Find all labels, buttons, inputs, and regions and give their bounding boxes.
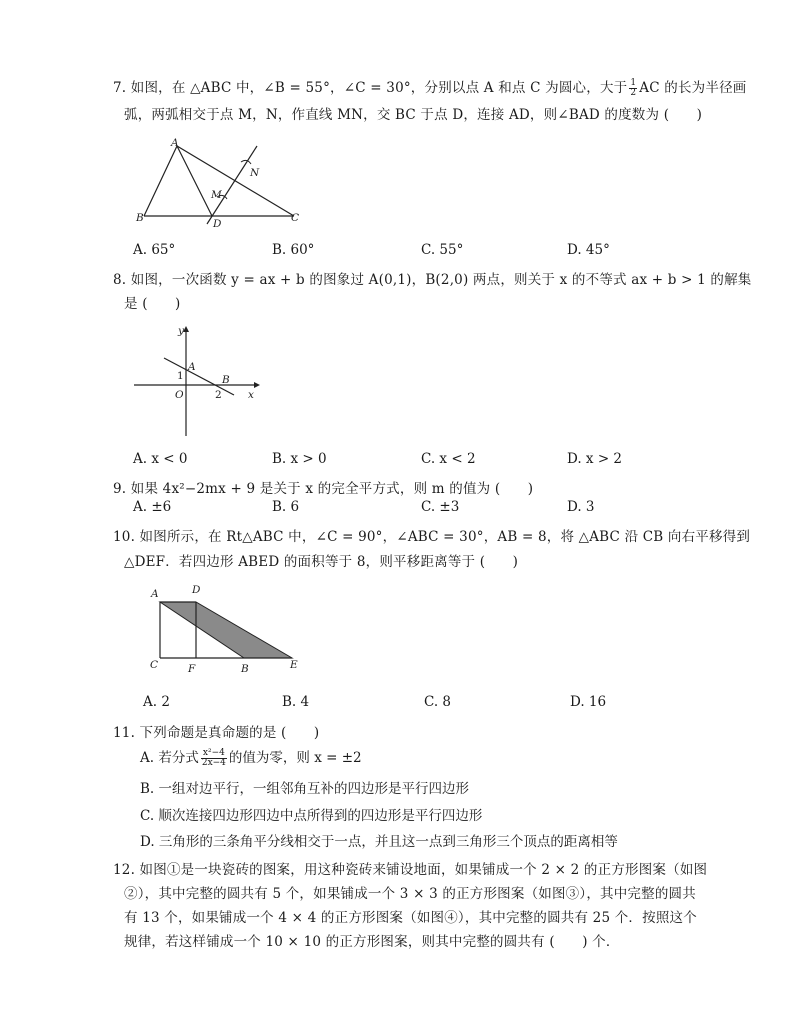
q8-label-B: B <box>222 374 230 386</box>
q7-label-D: D <box>213 218 222 230</box>
q12-stem-line2: ②），其中完整的圆共有 5 个，如果铺成一个 3 × 3 的正方形图案（如图③），其中完整的圆共 <box>124 886 696 902</box>
q11-option-a[interactable] <box>140 746 362 768</box>
q7-fraction-numerator: 1 <box>630 78 637 88</box>
q7-option-b[interactable]: B. 60° <box>272 242 315 258</box>
q11-option-c[interactable]: C. 顺次连接四边形四边中点所得到的四边形是平行四边形 <box>140 808 483 824</box>
q9-option-b[interactable]: B. 6 <box>272 499 300 515</box>
q9-stem: 9. 如果 4x²−2mx + 9 是关于 x 的完全平方式，则 m 的值为 ( ) <box>113 481 534 497</box>
q8-option-c[interactable]: C. x < 2 <box>421 451 476 467</box>
q7-stem-part-a: 7. 如图，在 △ABC 中，∠B = 55°，∠C = 30°，分别以点 A 和点 C 为圆心，大于 <box>113 80 628 96</box>
q7-label-N: N <box>250 167 260 179</box>
q7-stem-line2: 弧，两弧相交于点 M，N，作直线 MN，交 BC 于点 D，连接 AD，则∠BAD 的度数为 ( ) <box>124 107 703 123</box>
q7-label-B: B <box>136 212 144 224</box>
q11-fraction-denominator: 2x−4 <box>201 758 226 768</box>
q10-stem-line2: △DEF．若四边形 ABED 的面积等于 8，则平移距离等于 ( ) <box>124 554 519 570</box>
q11-option-a-prefix: A. 若分式 <box>140 750 199 766</box>
q9-option-d[interactable]: D. 3 <box>567 499 595 515</box>
q8-figure <box>130 322 270 440</box>
q7-option-c[interactable]: C. 55° <box>421 242 464 258</box>
q7-stem-line1 <box>113 76 746 98</box>
q10-label-E: E <box>290 659 298 671</box>
q10-option-d[interactable]: D. 16 <box>570 694 607 710</box>
q8-label-A: A <box>188 361 196 373</box>
q11-option-b[interactable]: B. 一组对边平行，一组邻角互补的四边形是平行四边形 <box>140 781 470 797</box>
q10-label-B: B <box>241 663 249 675</box>
q10-label-D: D <box>192 584 201 596</box>
q8-option-a[interactable]: A. x < 0 <box>133 451 188 467</box>
q8-label-y: y <box>178 325 184 337</box>
q8-stem-line1: 8. 如图，一次函数 y = ax + b 的图象过 A(0,1)，B(2,0) 两点，则关于 x 的不等式 ax + b > 1 的解集 <box>113 272 752 288</box>
q10-option-b[interactable]: B. 4 <box>282 694 310 710</box>
q10-option-a[interactable]: A. 2 <box>143 694 170 710</box>
q10-label-F: F <box>188 663 196 675</box>
q7-stem-part-b: AC 的长为半径画 <box>639 80 747 96</box>
q9-option-c[interactable]: C. ±3 <box>421 499 460 515</box>
q7-option-d[interactable]: D. 45° <box>567 242 610 258</box>
q8-option-d[interactable]: D. x > 2 <box>567 451 623 467</box>
q7-label-A: A <box>171 137 179 149</box>
q7-fraction-denominator: 2 <box>630 88 637 98</box>
q10-stem-line1: 10. 如图所示，在 Rt△ABC 中，∠C = 90°，∠ABC = 30°，AB = 8，将 △ABC 沿 CB 向右平移得到 <box>113 529 751 545</box>
q10-figure <box>140 580 315 678</box>
q10-label-A: A <box>151 588 159 600</box>
q11-option-d[interactable]: D. 三角形的三条角平分线相交于一点，并且这一点到三角形三个顶点的距离相等 <box>140 834 618 850</box>
q7-option-a[interactable]: A. 65° <box>133 242 176 258</box>
q8-stem-line2: 是 ( ) <box>124 296 181 312</box>
q12-stem-line4: 规律，若这样铺成一个 10 × 10 的正方形图案，则其中完整的圆共有 ( ) 个． <box>124 934 620 950</box>
q11-fraction <box>201 749 227 768</box>
q8-label-2: 2 <box>215 389 222 401</box>
q12-stem-line3: 有 13 个，如果铺成一个 4 × 4 的正方形图案（如图④），其中完整的圆共有 25 个．按照这个 <box>124 910 697 926</box>
q7-label-C: C <box>291 212 300 224</box>
q10-option-c[interactable]: C. 8 <box>424 694 452 710</box>
q11-stem: 11. 下列命题是真命题的是 ( ) <box>113 725 320 741</box>
q7-fraction <box>629 79 637 98</box>
q10-label-C: C <box>150 659 159 671</box>
q7-figure <box>134 134 314 234</box>
q11-fraction-numerator: x²−4 <box>201 749 227 759</box>
q7-label-M: M <box>211 189 222 201</box>
q12-stem-line1: 12. 如图①是一块瓷砖的图案，用这种瓷砖来铺设地面，如果铺成一个 2 × 2 的正方形图案（如图 <box>113 862 708 878</box>
q11-option-a-suffix: 的值为零，则 x = ±2 <box>228 750 362 766</box>
q9-option-a[interactable]: A. ±6 <box>133 499 172 515</box>
q8-label-O: O <box>175 389 184 401</box>
q8-label-x: x <box>248 389 254 401</box>
q8-option-b[interactable]: B. x > 0 <box>272 451 327 467</box>
q8-label-1: 1 <box>177 370 184 382</box>
